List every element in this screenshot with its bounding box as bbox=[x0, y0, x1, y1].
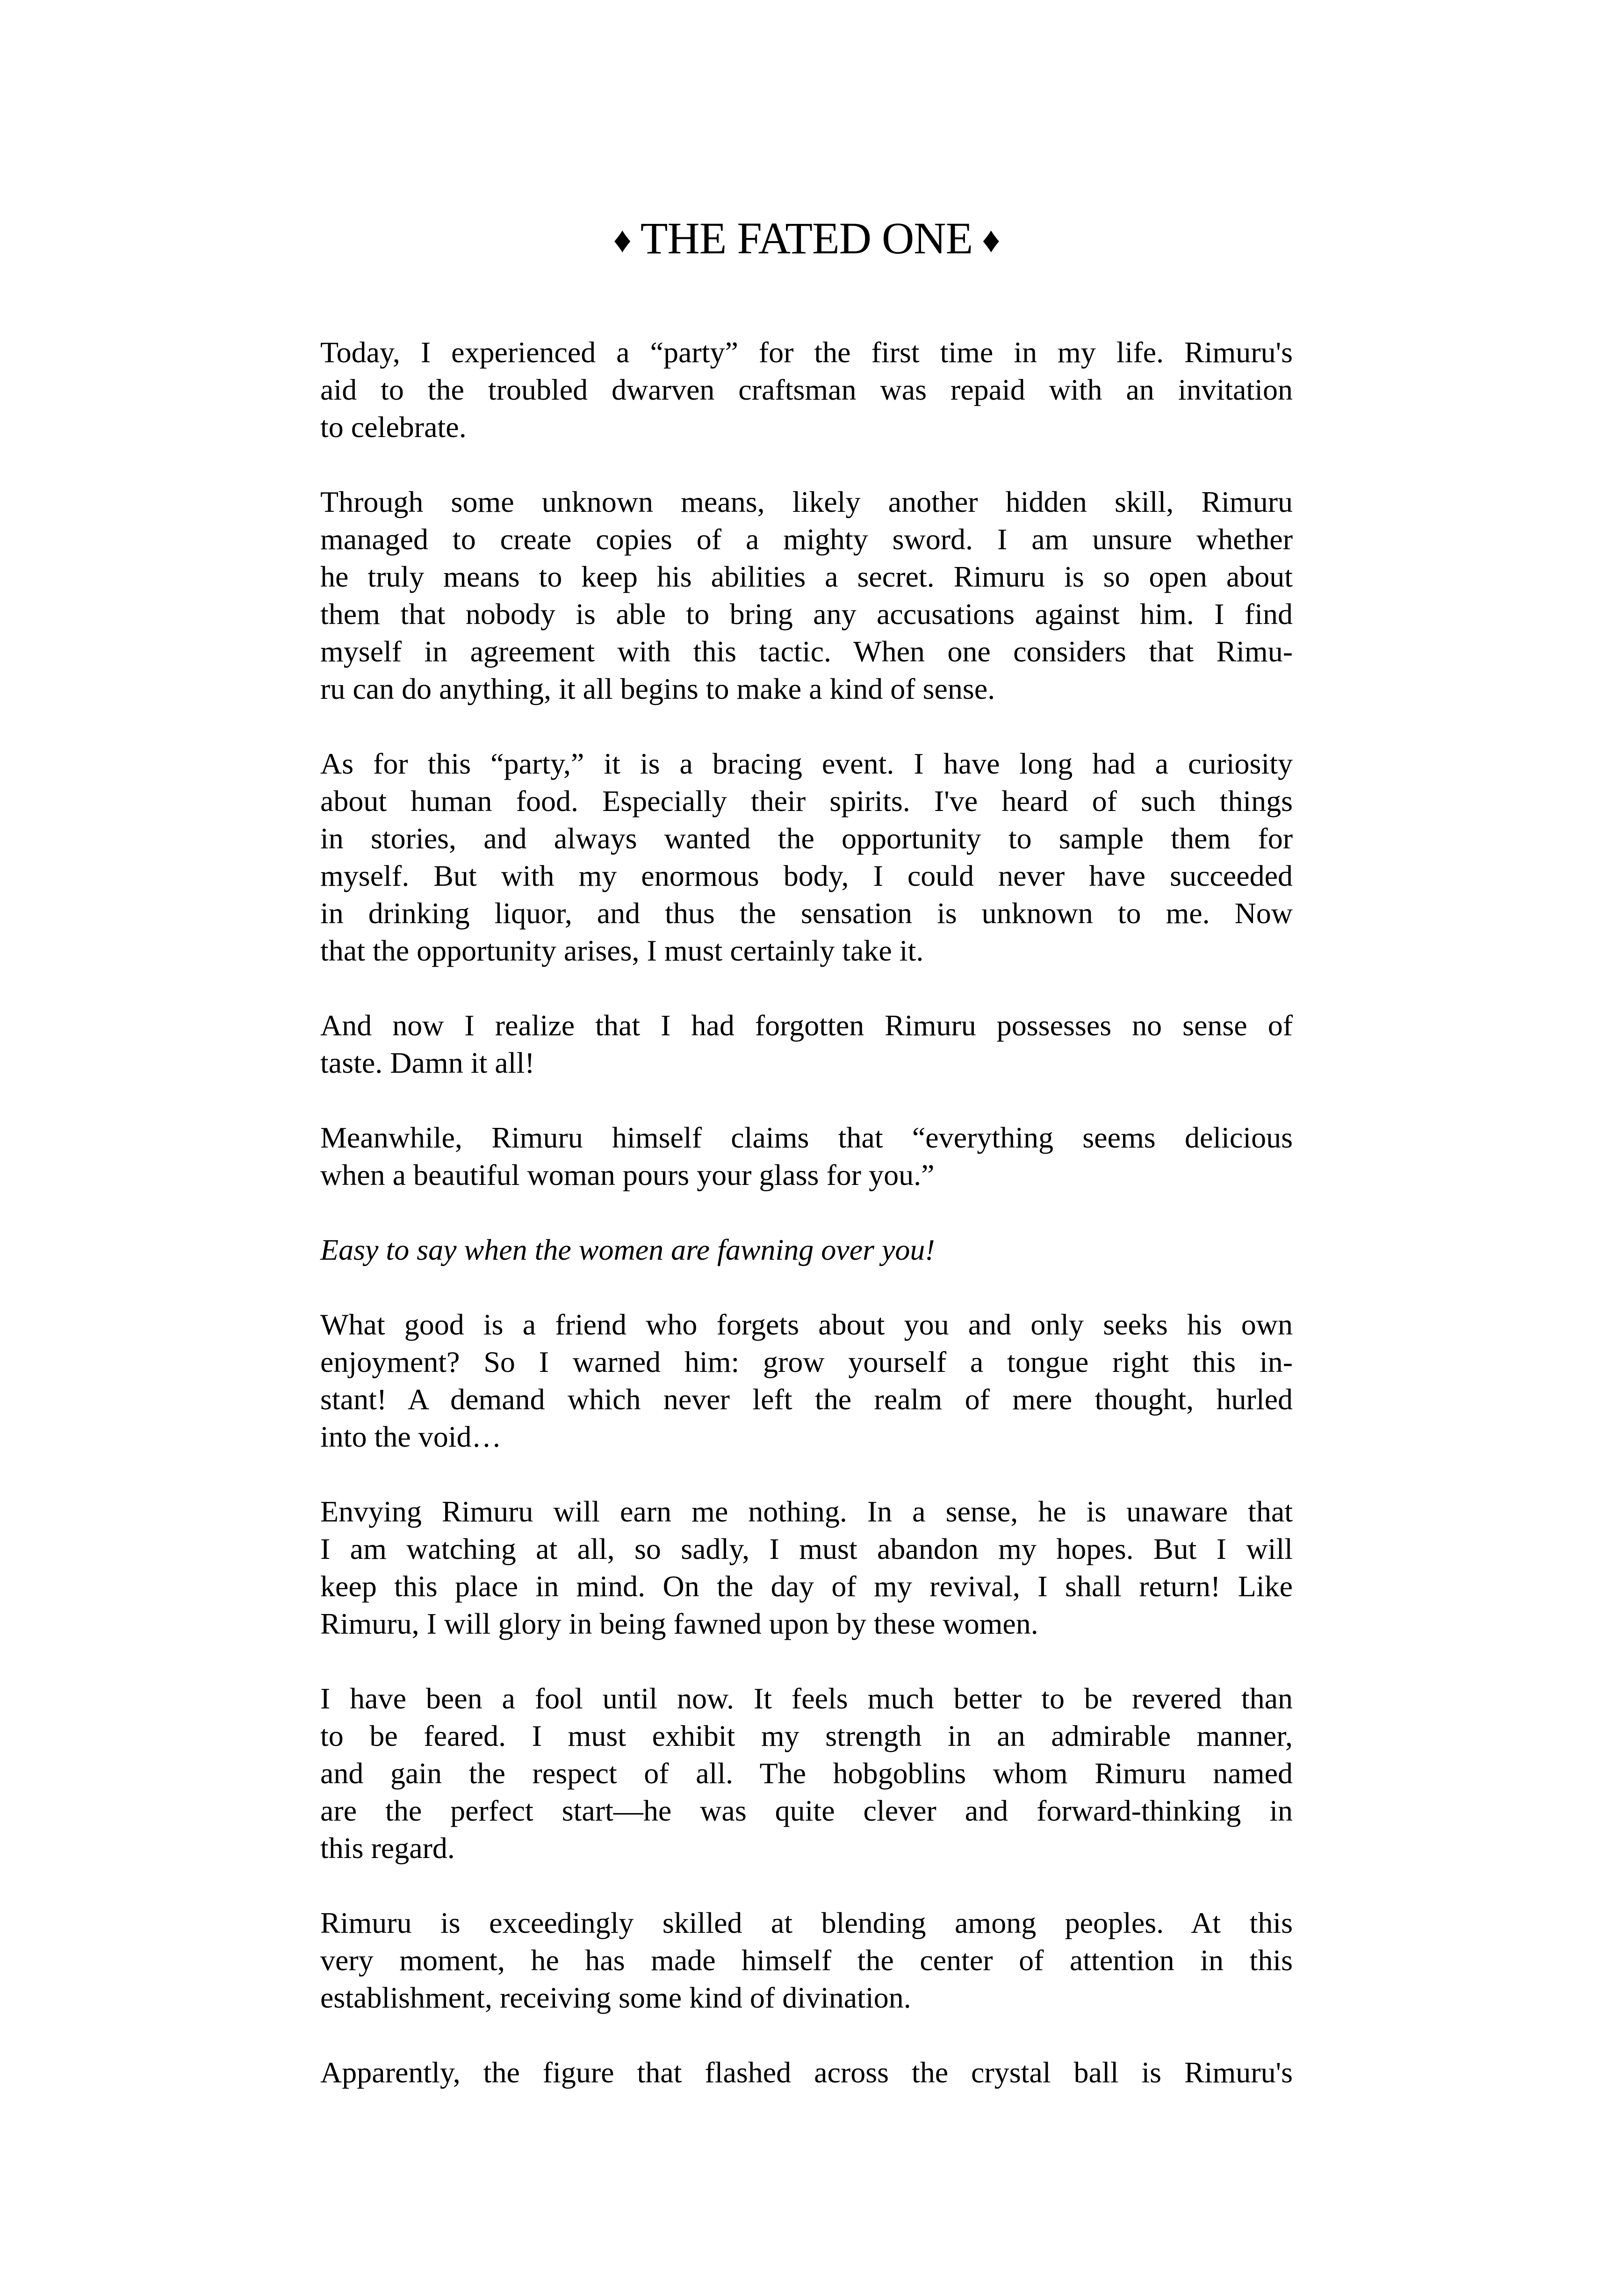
text-line: in drinking liquor, and thus the sensation is unknown to me. Now bbox=[320, 896, 1293, 930]
text-line: stant! A demand which never left the realm of mere thought, hurled bbox=[320, 1382, 1293, 1416]
text-line: Meanwhile, Rimuru himself claims that “everything seems delicious bbox=[320, 1120, 1293, 1154]
paragraph bbox=[320, 1493, 1293, 1643]
paragraph bbox=[320, 334, 1293, 446]
paragraph bbox=[320, 1904, 1293, 2016]
text-line: myself. But with my enormous body, I could never have succeeded bbox=[320, 859, 1293, 892]
text-line: I am watching at all, so sadly, I must abandon my hopes. But I will bbox=[320, 1532, 1293, 1565]
text-line: enjoyment? So I warned him: grow yourself a tongue right this in- bbox=[320, 1345, 1293, 1378]
text-line: into the void… bbox=[320, 1420, 502, 1453]
text-line: them that nobody is able to bring any accusations against him. I find bbox=[320, 597, 1293, 631]
chapter-title-text: THE FATED ONE bbox=[640, 213, 973, 263]
text-line: are the perfect start—he was quite clever and forward-thinking in bbox=[320, 1794, 1293, 1827]
text-line: Apparently, the figure that flashed across the crystal ball is Rimuru's bbox=[320, 2055, 1293, 2089]
text-line: And now I realize that I had forgotten Rimuru possesses no sense of bbox=[320, 1008, 1293, 1042]
paragraph bbox=[320, 1007, 1293, 1082]
paragraph bbox=[320, 483, 1293, 708]
paragraph bbox=[320, 2054, 1293, 2091]
text-line: about human food. Especially their spirits. I've heard of such things bbox=[320, 784, 1293, 818]
chapter-title bbox=[320, 213, 1293, 266]
text-line: to be feared. I must exhibit my strength in an admirable manner, bbox=[320, 1719, 1293, 1752]
text-line: myself in agreement with this tactic. When one considers that Rimu- bbox=[320, 634, 1293, 668]
diamond-icon: ♦ bbox=[613, 220, 631, 260]
text-line: Rimuru, I will glory in being fawned upon by these women. bbox=[320, 1607, 1038, 1640]
text-line: Today, I experienced a “party” for the first time in my life. Rimuru's bbox=[320, 335, 1293, 369]
text-line: very moment, he has made himself the center of attention in this bbox=[320, 1943, 1293, 1977]
diamond-icon: ♦ bbox=[982, 220, 1000, 260]
text-line: in stories, and always wanted the opportunity to sample them for bbox=[320, 821, 1293, 855]
text-line: aid to the troubled dwarven craftsman was repaid with an invitation bbox=[320, 373, 1293, 406]
text-line: Easy to say when the women are fawning over you! bbox=[320, 1233, 935, 1266]
text-line: Through some unknown means, likely another hidden skill, Rimuru bbox=[320, 485, 1293, 518]
text-line: I have been a fool until now. It feels much better to be revered than bbox=[320, 1681, 1293, 1715]
text-line: managed to create copies of a mighty sword. I am unsure whether bbox=[320, 522, 1293, 556]
paragraph bbox=[320, 1119, 1293, 1194]
text-line: Envying Rimuru will earn me nothing. In a sense, he is unaware that bbox=[320, 1494, 1293, 1528]
text-line: ru can do anything, it all begins to make a kind of sense. bbox=[320, 672, 995, 705]
text-line: this regard. bbox=[320, 1831, 455, 1865]
text-line: when a beautiful woman pours your glass for you.” bbox=[320, 1158, 935, 1191]
book-page bbox=[320, 0, 1293, 2091]
paragraph bbox=[320, 1306, 1293, 1456]
text-line: taste. Damn it all! bbox=[320, 1046, 535, 1079]
text-line: keep this place in mind. On the day of my revival, I shall return! Like bbox=[320, 1569, 1293, 1603]
paragraph bbox=[320, 745, 1293, 969]
paragraph bbox=[320, 1231, 1293, 1269]
text-line: and gain the respect of all. The hobgoblins whom Rimuru named bbox=[320, 1756, 1293, 1790]
text-body bbox=[320, 334, 1293, 2091]
text-line: What good is a friend who forgets about you and only seeks his own bbox=[320, 1307, 1293, 1341]
text-line: Rimuru is exceedingly skilled at blending among peoples. At this bbox=[320, 1906, 1293, 1939]
text-line: he truly means to keep his abilities a secret. Rimuru is so open about bbox=[320, 560, 1293, 593]
text-line: to celebrate. bbox=[320, 410, 467, 444]
text-line: As for this “party,” it is a bracing event. I have long had a curiosity bbox=[320, 746, 1293, 780]
text-line: that the opportunity arises, I must certainly take it. bbox=[320, 933, 924, 967]
paragraph bbox=[320, 1680, 1293, 1867]
text-line: establishment, receiving some kind of divination. bbox=[320, 1980, 911, 2014]
